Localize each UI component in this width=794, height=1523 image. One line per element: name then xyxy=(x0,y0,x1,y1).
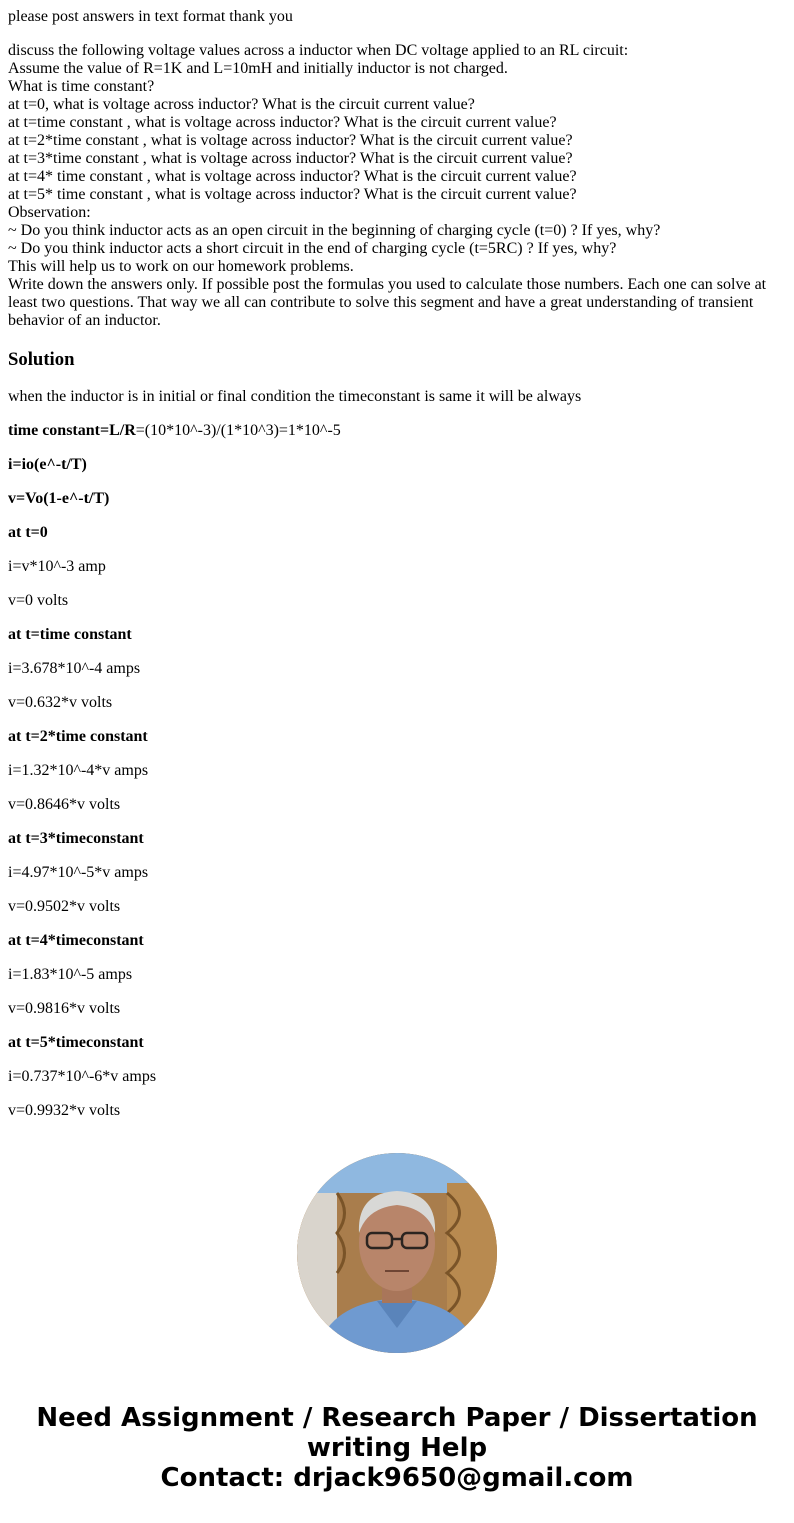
question-line: at t=5* time constant , what is voltage across inductor? What is the circuit current value? xyxy=(8,186,577,203)
step-current: i=1.83*10^-5 amps xyxy=(8,966,133,983)
question-line: discuss the following voltage values across a inductor when DC voltage applied to an RL circuit: xyxy=(8,42,629,59)
question-line: at t=2*time constant , what is voltage across inductor? What is the circuit current value? xyxy=(8,132,573,149)
question-line: Write down the answers only. If possible post the formulas you used to calculate those numbers. Each one can solve at least two questions. That way we all can contribute to solve this segment and have a great understanding of transient behavior of an inductor. xyxy=(8,276,767,329)
step-voltage: v=0.9932*v volts xyxy=(8,1102,121,1119)
tutor-photo-icon xyxy=(297,1153,497,1353)
step-current: i=3.678*10^-4 amps xyxy=(8,660,141,677)
step-voltage: v=0.632*v volts xyxy=(8,694,113,711)
step-voltage: v=0.8646*v volts xyxy=(8,796,121,813)
question-line: Observation: xyxy=(8,204,91,221)
question-line: at t=time constant , what is voltage across inductor? What is the circuit current value? xyxy=(8,114,557,131)
time-constant-line xyxy=(8,422,778,440)
intro-text: please post answers in text format thank you xyxy=(8,8,293,25)
step-voltage: v=0 volts xyxy=(8,592,69,609)
question-line: at t=4* time constant , what is voltage across inductor? What is the circuit current value? xyxy=(8,168,577,185)
question-line: at t=0, what is voltage across inductor? What is the circuit current value? xyxy=(8,96,475,113)
step-current: i=0.737*10^-6*v amps xyxy=(8,1068,157,1085)
formula-current: i=io(e^-t/T) xyxy=(8,456,87,473)
solution-body xyxy=(8,388,778,1120)
question-line: ~ Do you think inductor acts a short circuit in the end of charging cycle (t=5RC) ? If yes, why? xyxy=(8,240,617,257)
step-heading: at t=2*time constant xyxy=(8,728,148,745)
step-current: i=1.32*10^-4*v amps xyxy=(8,762,149,779)
step-current: i=v*10^-3 amp xyxy=(8,558,106,575)
question-block xyxy=(8,42,778,330)
step-heading: at t=3*timeconstant xyxy=(8,830,144,847)
step-voltage: v=0.9816*v volts xyxy=(8,1000,121,1017)
step-voltage: v=0.9502*v volts xyxy=(8,898,121,915)
question-line: at t=3*time constant , what is voltage across inductor? What is the circuit current value? xyxy=(8,150,573,167)
formula-voltage: v=Vo(1-e^-t/T) xyxy=(8,490,110,507)
question-line: Assume the value of R=1K and L=10mH and initially inductor is not charged. xyxy=(8,60,508,77)
time-constant-value: =(10*10^-3)/(1*10^3)=1*10^-5 xyxy=(135,422,341,439)
tutor-avatar xyxy=(297,1153,497,1353)
step-heading: at t=time constant xyxy=(8,626,132,643)
banner-contact: Contact: drjack9650@gmail.com xyxy=(160,1463,634,1493)
step-heading: at t=0 xyxy=(8,524,48,541)
question-line: What is time constant? xyxy=(8,78,155,95)
banner-line-2: writing Help xyxy=(306,1433,488,1463)
solution-intro: when the inductor is in initial or final condition the timeconstant is same it will be always xyxy=(8,388,582,405)
banner-line-1: Need Assignment / Research Paper / Dissertation xyxy=(36,1403,758,1433)
step-heading: at t=5*timeconstant xyxy=(8,1034,144,1051)
contact-banner xyxy=(0,1403,794,1493)
solution-heading: Solution xyxy=(8,349,75,370)
step-heading: at t=4*timeconstant xyxy=(8,932,144,949)
question-line: ~ Do you think inductor acts as an open circuit in the beginning of charging cycle (t=0) ? If yes, why? xyxy=(8,222,661,239)
time-constant-label: time constant=L/R xyxy=(8,422,136,439)
step-current: i=4.97*10^-5*v amps xyxy=(8,864,149,881)
document-content xyxy=(8,0,778,1120)
question-line: This will help us to work on our homework problems. xyxy=(8,258,354,275)
